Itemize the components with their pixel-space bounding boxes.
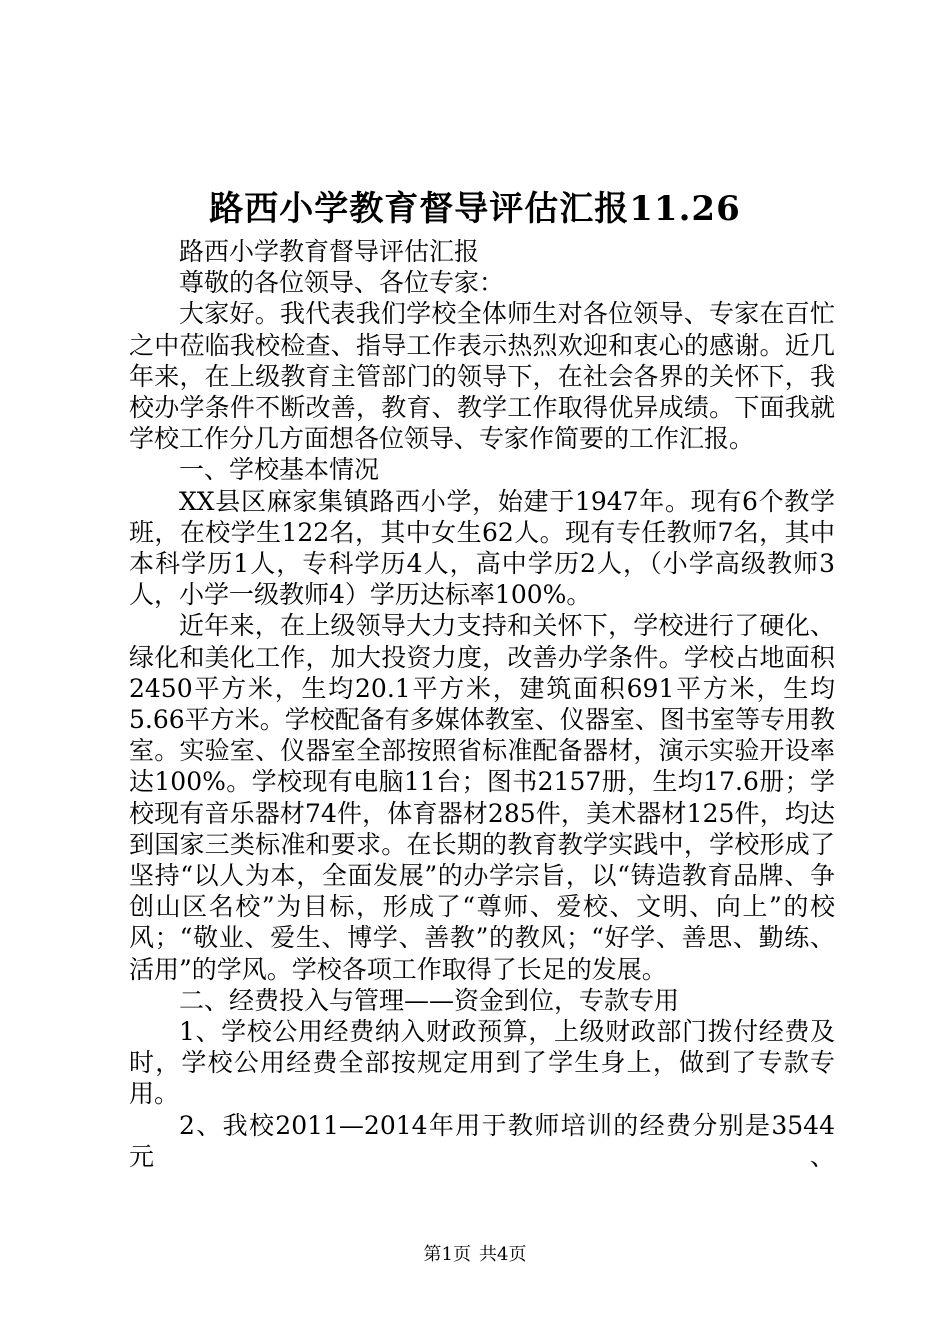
document-title: 路西小学教育督导评估汇报11.26	[209, 189, 741, 229]
section-heading-basic-info: 一、学校基本情况	[179, 455, 380, 485]
funding-item-2: 2、我校2011—2014年用于教师培训的经费分别是3544元、	[129, 1110, 835, 1171]
section-heading-funding: 二、经费投入与管理——资金到位，专款专用	[179, 985, 680, 1015]
intro-paragraph: 大家好。我代表我们学校全体师生对各位领导、专家在百忙之中莅临我校检查、指导工作表示热烈欢迎和衷心的感谢。近几年来，在上级教育主管部门的领导下，在社会各界的关怀下，我校办学条件不断改善，教育、教学工作取得优异成绩。下面我就学校工作分几方面想各位领导、专家作简要的工作汇报。	[129, 299, 835, 454]
basic-info-paragraph: XX县区麻家集镇路西小学，始建于1947年。现有6个教学班，在校学生122名，其中女生62人。现有专任教师7名，其中本科学历1人，专科学历4人，高中学历2人，（小学高级教师3人，小学一级教师4）学历达标率100%。	[129, 486, 835, 610]
salutation: 尊敬的各位领导、各位专家：	[179, 268, 505, 298]
page-total: 共4页	[479, 1244, 527, 1265]
page-footer	[0, 1243, 950, 1267]
facilities-paragraph: 近年来，在上级领导大力支持和关怀下，学校进行了硬化、绿化和美化工作，加大投资力度，改善办学条件。学校占地面积2450平方米，生均20.1平方米，建筑面积691平方米，生均5.66平方米。学校配备有多媒体教室、仪器室、图书室等专用教室。实验室、仪器室全部按照省标准配备器材，演示实验开设率达100%。学校现有电脑11台；图书2157册，生均17.6册；学校现有音乐器材74件，体育器材285件，美术器材125件，均达到国家三类标准和要求。在长期的教育教学实践中，学校形成了坚持“以人为本，全面发展”的办学宗旨，以“铸造教育品牌、争创山区名校”为目标，形成了“尊师、爱校、文明、向上”的校风；“敬业、爱生、博学、善教”的教风；“好学、善思、勤练、活用”的学风。学校各项工作取得了长足的发展。	[129, 611, 835, 984]
document-body	[129, 236, 835, 1172]
page-number: 第1页	[423, 1244, 471, 1265]
heading-repeat: 路西小学教育督导评估汇报	[179, 237, 480, 266]
funding-item-1: 1、学校公用经费纳入财政预算，上级财政部门拨付经费及时，学校公用经费全部按规定用到了学生身上，做到了专款专用。	[129, 1017, 835, 1109]
